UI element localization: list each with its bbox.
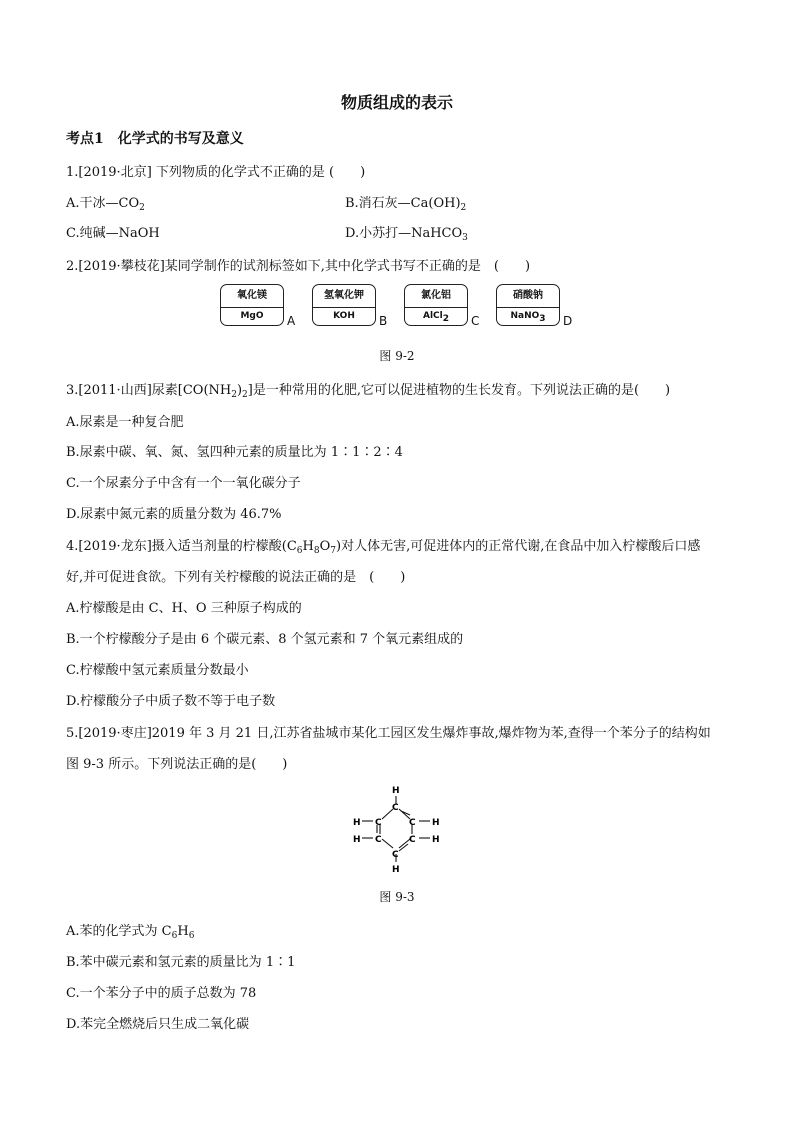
carbon-atom-bottom: C [392, 850, 399, 860]
carbon-atom-upper-left: C [375, 818, 382, 828]
reagent-letter-d: D [563, 314, 573, 328]
q5-stem-line1: 5.[2019·枣庄]2019 年 3 月 21 日,江苏省盐城市某化工园区发生爆炸事故,爆炸物为苯,查得一个苯分子的结构如 [66, 726, 711, 741]
q5-option-d: D.苯完全燃烧后只生成二氧化碳 [66, 1017, 250, 1032]
q5-option-a: A.苯的化学式为 $C_6H_6$ [66, 924, 195, 941]
q1-stem: 1.[2019·北京] 下列物质的化学式不正确的是 ( ) [66, 165, 366, 180]
q5-option-b: B.苯中碳元素和氢元素的质量比为 1∶1 [66, 955, 296, 970]
q4-option-b: B.一个柠檬酸分子是由 6 个碳元素、8 个氢元素和 7 个氧元素组成的 [66, 632, 464, 647]
reagent-letter-c: C [471, 314, 480, 328]
reagent-label-c: 氯化铝 AlCl$_2$ [404, 284, 468, 326]
q4-stem-line2: 好,并可促进食欲。下列有关柠檬酸的说法正确的是 ( ) [66, 570, 406, 585]
section-heading: 考点1 化学式的书写及意义 [66, 131, 244, 147]
reagent-label-d: 硝酸钠 NaNO$_3$ [496, 284, 560, 326]
hydrogen-atom-upper-left: H [353, 818, 361, 828]
hydrogen-atom-bottom: H [392, 865, 400, 875]
reagent-label-a: 氧化镁 MgO [220, 284, 284, 326]
hydrogen-atom-lower-right: H [432, 835, 440, 845]
q1-option-a: A.干冰$—CO_2$ [66, 196, 145, 213]
carbon-atom-top: C [392, 803, 399, 813]
q4-option-a: A.柠檬酸是由 C、H、O 三种原子构成的 [66, 601, 302, 616]
q2-stem: 2.[2019·攀枝花]某同学制作的试剂标签如下,其中化学式书写不正确的是 ( ) [66, 259, 531, 274]
hydrogen-atom-top: H [392, 786, 400, 796]
reagent-label-b: 氢氧化钾 KOH [312, 284, 376, 326]
figure-9-3-caption: 图 9-3 [379, 890, 415, 904]
q3-option-a: A.尿素是一种复合肥 [66, 415, 184, 430]
q4-option-c: C.柠檬酸中氢元素质量分数最小 [66, 663, 249, 678]
q5-stem-line2: 图 9-3 所示。下列说法正确的是( ) [66, 757, 288, 772]
q3-option-d: D.尿素中氮元素的质量分数为 46.7% [66, 507, 282, 522]
hydrogen-atom-upper-right: H [432, 818, 440, 828]
benzene-structure-diagram [352, 782, 442, 878]
reagent-letter-b: B [379, 314, 388, 328]
q5-option-c: C.一个苯分子中的质子总数为 78 [66, 986, 257, 1001]
carbon-atom-lower-left: C [375, 835, 382, 845]
q1-option-d: D.小苏打—NaHCO$_3$ [345, 226, 468, 243]
q3-option-b: B.尿素中碳、氧、氮、氢四种元素的质量比为 1∶1∶2∶4 [66, 445, 403, 460]
q4-option-d: D.柠檬酸分子中质子数不等于电子数 [66, 694, 276, 709]
q1-option-c: C.纯碱—NaOH [66, 226, 160, 241]
page-title: 物质组成的表示 [340, 93, 453, 112]
carbon-atom-upper-right: C [409, 818, 416, 828]
figure-9-2-caption: 图 9-2 [379, 349, 415, 363]
q1-option-b: B.消石灰$—Ca(OH)_2$ [345, 196, 467, 213]
hydrogen-atom-lower-left: H [353, 835, 361, 845]
q3-stem: 3.[2011·山西]尿素$[CO(NH_2)_2]$是一种常用的化肥,它可以促进植物的生长发育。下列说法正确的是( ) [66, 383, 671, 400]
q4-stem-line1: 4.[2019·龙东]摄入适当剂量的柠檬酸$(C_6H_8O_7)$对人体无害,可促进体内的正常代谢,在食品中加入柠檬酸后口感 [66, 539, 701, 556]
q3-option-c: C.一个尿素分子中含有一个一氧化碳分子 [66, 476, 301, 491]
reagent-letter-a: A [287, 314, 296, 328]
carbon-atom-lower-right: C [409, 835, 416, 845]
